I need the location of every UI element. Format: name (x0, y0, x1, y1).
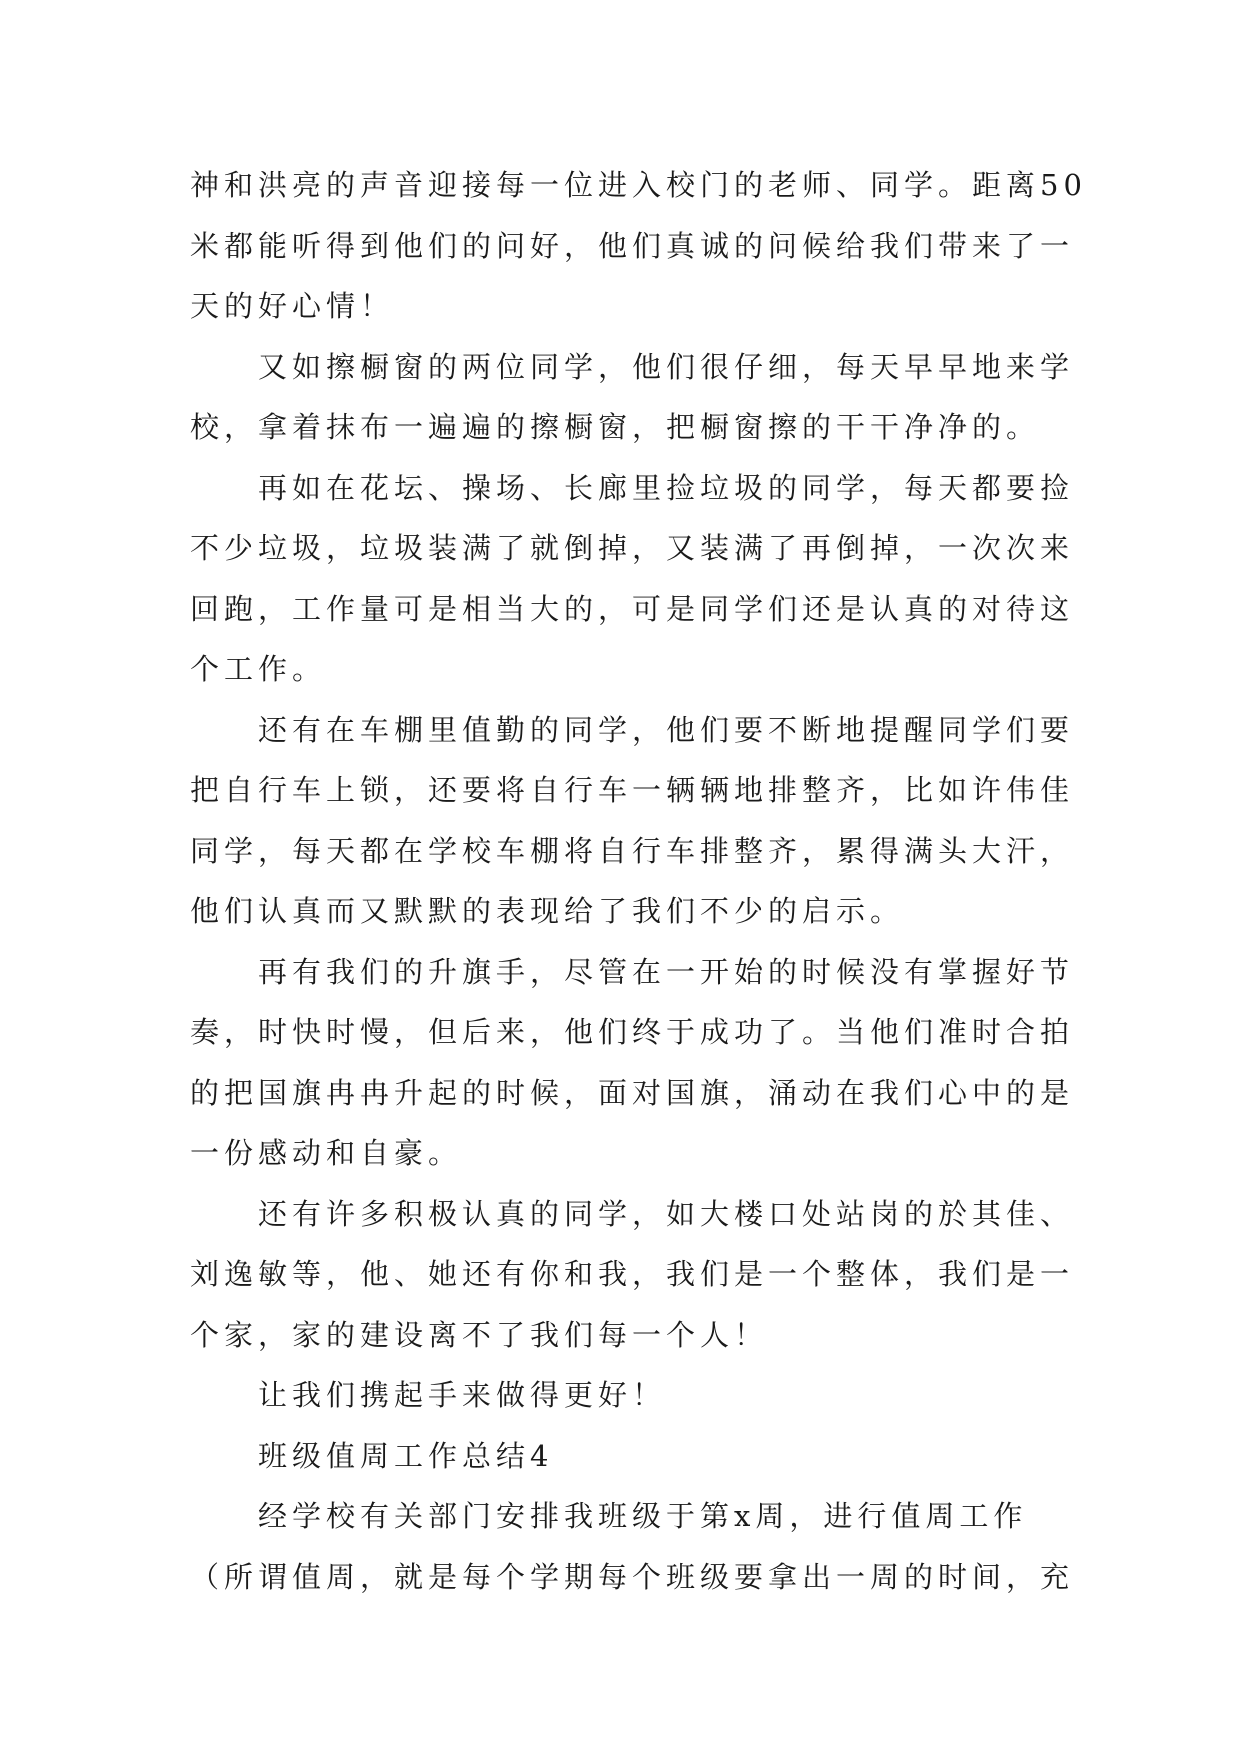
paragraph-first-line: 再有我们的升旗手，尽管在一开始的时候没有掌握好节 (258, 954, 1075, 989)
text-line: 个工作。 (190, 652, 327, 686)
text-line: 米都能听得到他们的问好，他们真诚的问候给我们带来了一 (190, 228, 1075, 263)
text-line: 的把国旗冉冉升起的时候，面对国旗，涌动在我们心中的是 (190, 1075, 1075, 1110)
text-line: 天的好心情！ (190, 289, 395, 323)
document-body (190, 155, 1087, 1607)
text-line: （所谓值周，就是每个学期每个班级要拿出一周的时间，充 (190, 1559, 1075, 1594)
paragraph-first-line: 让我们携起手来做得更好！ (258, 1378, 667, 1412)
text-line: 同学，每天都在学校车棚将自行车排整齐，累得满头大汗， (190, 833, 1075, 868)
text-line: 回跑，工作量可是相当大的，可是同学们还是认真的对待这 (190, 591, 1075, 626)
text-line: 不少垃圾，垃圾装满了就倒掉，又装满了再倒掉，一次次来 (190, 531, 1075, 565)
paragraph-first-line: 班级值周工作总结4 (258, 1438, 554, 1473)
paragraph-first-line: 还有在车棚里值勤的同学，他们要不断地提醒同学们要 (258, 712, 1075, 747)
paragraph-first-line: 还有许多积极认真的同学，如大楼口处站岗的於其佳、 (258, 1196, 1075, 1231)
text-line: 个家，家的建设离不了我们每一个人！ (190, 1317, 769, 1352)
text-line: 把自行车上锁，还要将自行车一辆辆地排整齐，比如许伟佳 (190, 773, 1075, 807)
text-line: 他们认真而又默默的表现给了我们不少的启示。 (190, 894, 905, 928)
text-line: 刘逸敏等，他、她还有你和我，我们是一个整体，我们是一 (190, 1257, 1075, 1291)
paragraph-first-line: 再如在花坛、操场、长廊里捡垃圾的同学，每天都要捡 (258, 470, 1075, 505)
paragraph-first-line: 又如擦橱窗的两位同学，他们很仔细，每天早早地来学 (258, 349, 1075, 384)
text-line: 神和洪亮的声音迎接每一位进入校门的老师、同学。距离50 (190, 168, 1087, 202)
text-line: 奏，时快时慢，但后来，他们终于成功了。当他们准时合拍 (190, 1015, 1075, 1049)
paragraph-first-line: 经学校有关部门安排我班级于第x周，进行值周工作 (258, 1499, 1028, 1533)
text-line: 一份感动和自豪。 (190, 1136, 463, 1170)
text-line: 校，拿着抹布一遍遍的擦橱窗，把橱窗擦的干干净净的。 (190, 410, 1041, 444)
